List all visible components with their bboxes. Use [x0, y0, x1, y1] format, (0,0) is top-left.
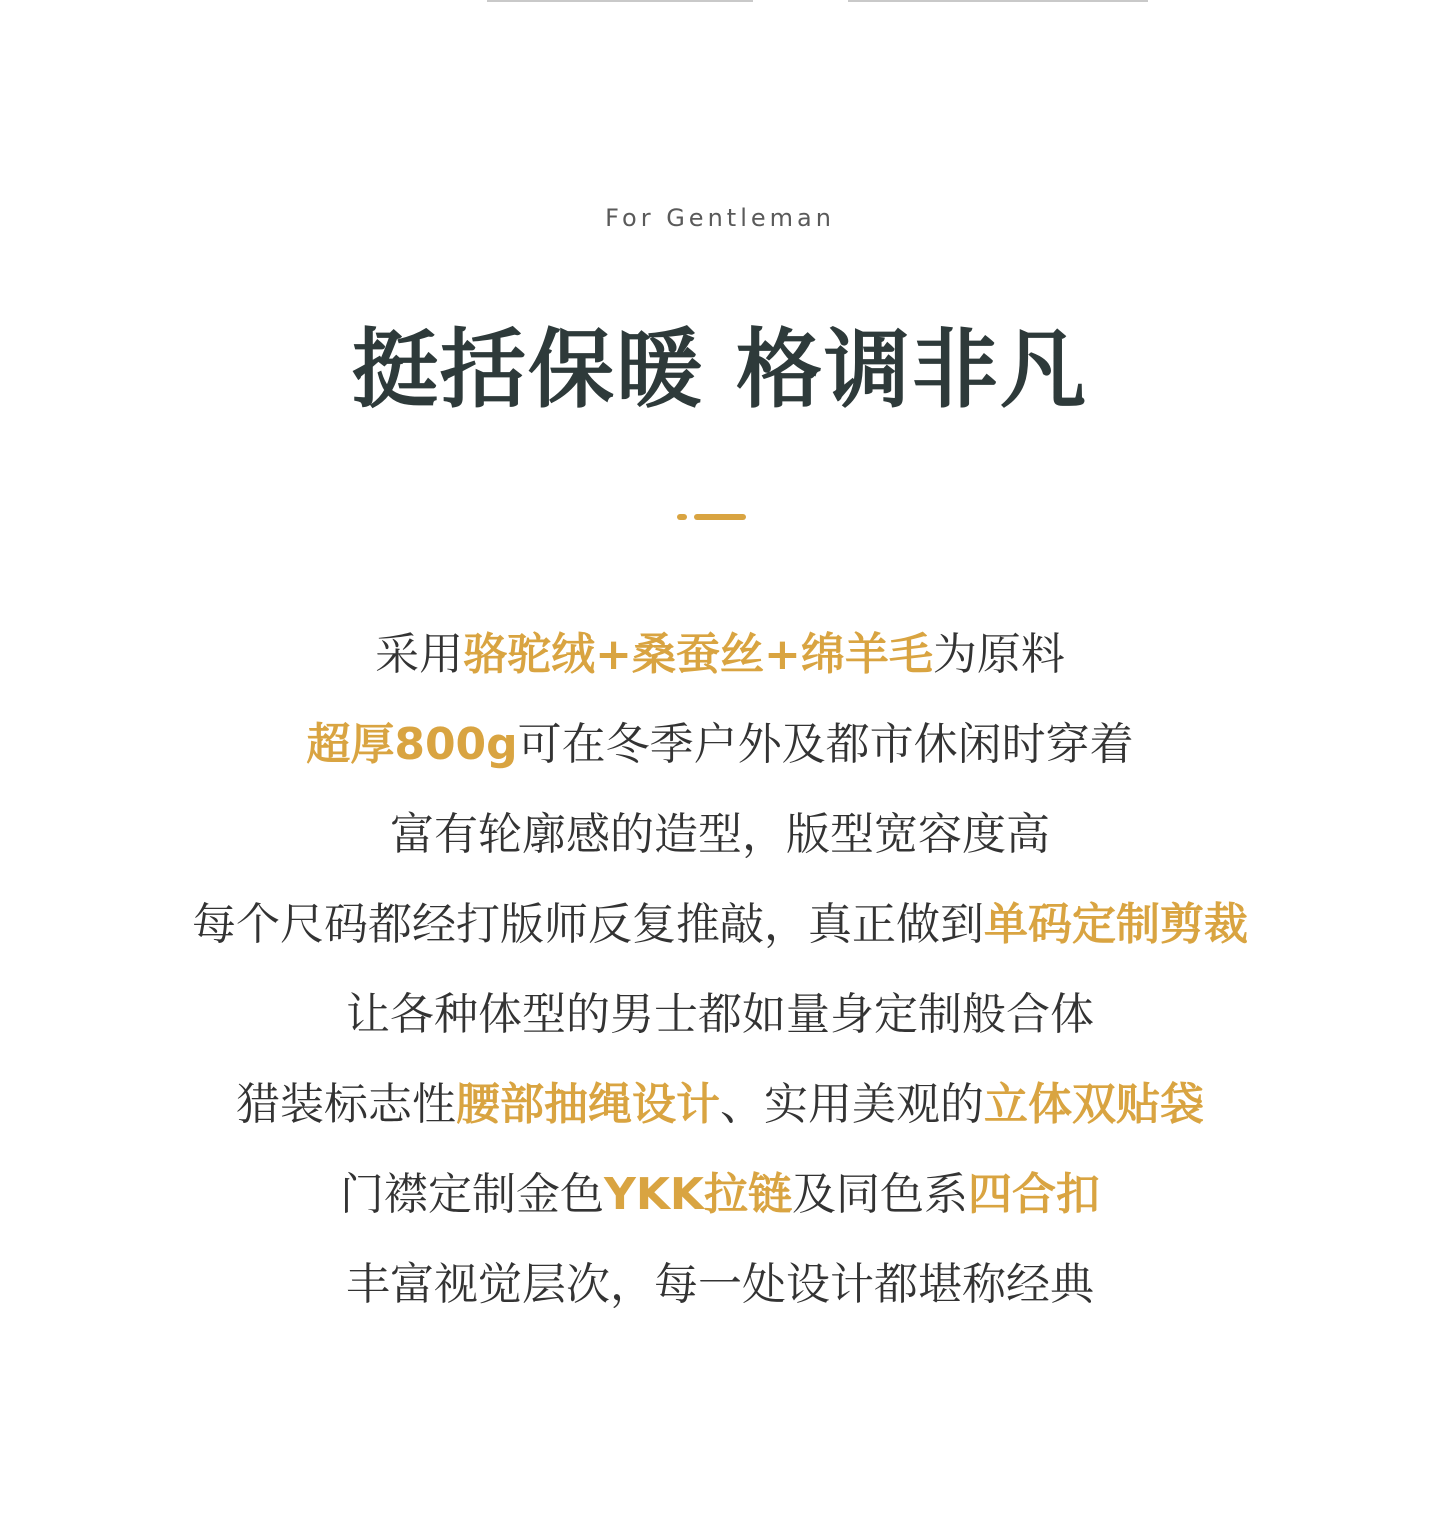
highlight-text: 超厚800g [306, 719, 518, 770]
body-text: 、实用美观的 [720, 1079, 984, 1130]
highlight-text: 立体双贴袋 [984, 1079, 1204, 1130]
description-line [0, 1070, 1440, 1160]
body-text: 门襟定制金色 [339, 1169, 604, 1220]
body-text: 丰富视觉层次，每一处设计都堪称经典 [346, 1259, 1094, 1310]
description-line [0, 890, 1440, 980]
top-divider-right [848, 0, 1148, 2]
accent-divider-dot [677, 514, 687, 520]
highlight-text: YKK拉链 [603, 1169, 793, 1220]
highlight-text: 四合扣 [968, 1169, 1101, 1220]
top-divider-left [487, 0, 753, 2]
body-text: 每个尺码都经打版师反复推敲，真正做到 [192, 899, 984, 950]
body-text: 及同色系 [792, 1169, 969, 1220]
description-line [0, 1250, 1440, 1340]
description-line [0, 620, 1440, 710]
highlight-text: 骆驼绒+桑蚕丝+绵羊毛 [463, 629, 933, 680]
description-line [0, 980, 1440, 1070]
body-text: 让各种体型的男士都如量身定制般合体 [346, 989, 1094, 1040]
highlight-text: 单码定制剪裁 [984, 899, 1248, 950]
description-line [0, 800, 1440, 890]
description-lines [0, 620, 1440, 1340]
body-text: 富有轮廓感的造型，版型宽容度高 [390, 809, 1050, 860]
accent-divider-bar [694, 514, 746, 520]
eyebrow-text: For Gentleman [605, 204, 835, 232]
description-line [0, 710, 1440, 800]
body-text: 采用 [375, 629, 464, 680]
page-title: 挺括保暖 格调非凡 [352, 319, 1088, 420]
body-text: 为原料 [932, 629, 1065, 680]
body-text: 可在冬季户外及都市休闲时穿着 [517, 719, 1134, 770]
body-text: 猎装标志性 [236, 1079, 456, 1130]
description-line [0, 1160, 1440, 1250]
highlight-text: 腰部抽绳设计 [456, 1079, 720, 1130]
